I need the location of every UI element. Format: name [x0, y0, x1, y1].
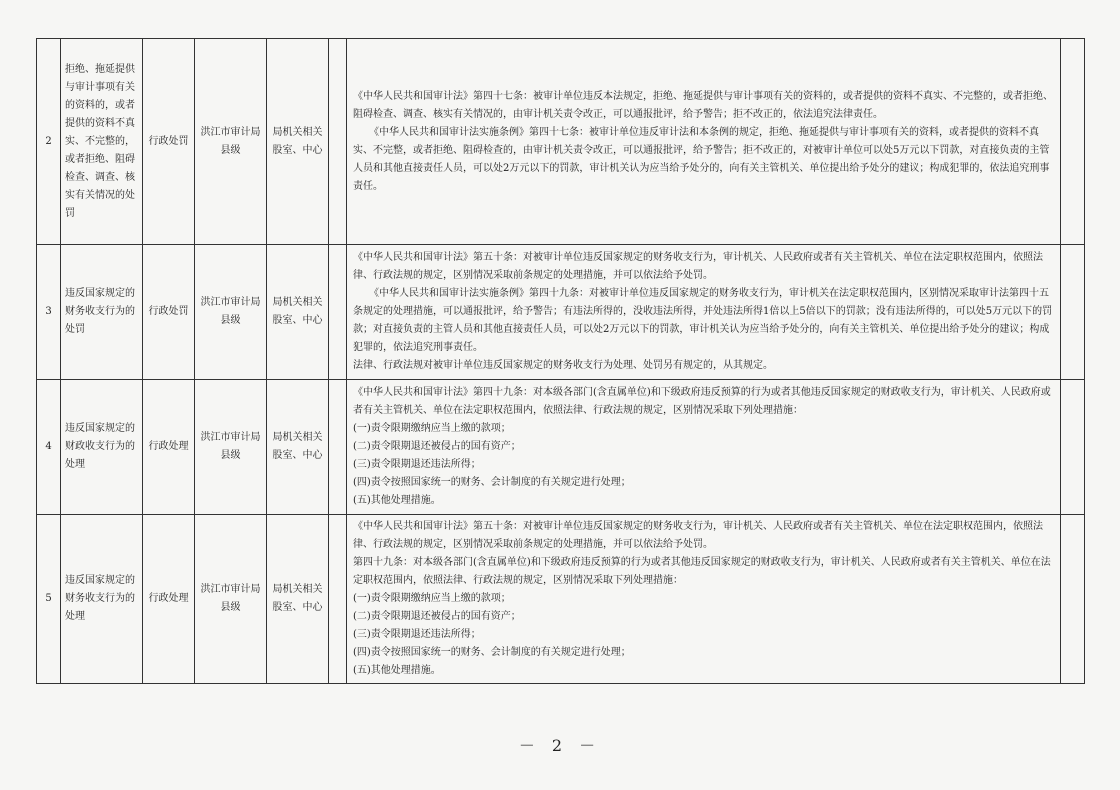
- table-row: [37, 515, 1085, 684]
- table-row: [37, 380, 1085, 515]
- basis-paragraph: (三)责令限期退还违法所得；: [353, 629, 481, 640]
- basis-paragraph: (一)责令限期缴纳应当上缴的款项；: [353, 423, 511, 434]
- basis-paragraph: (二)责令限期退还被侵占的国有资产；: [353, 611, 521, 622]
- basis-paragraph: 第四十九条：对本级各部门(含直属单位)和下级政府违反预算的行为或者其他违反国家规定的财政收支行为，审计机关、人民政府或者有关主管机关、单位在法定职权范围内，依照法律、行政法规的规定，区别情况采取下列处理措施：: [353, 557, 1051, 586]
- blank-cell: [1061, 39, 1085, 245]
- blank-cell: [1061, 245, 1085, 380]
- basis-paragraph: 法律、行政法规对被审计单位违反国家规定的财务收支行为处理、处罚另有规定的，从其规定。: [353, 360, 773, 371]
- basis-paragraph: 《中华人民共和国审计法》第五十条：对被审计单位违反国家规定的财务收支行为，审计机关、人民政府或者有关主管机关、单位在法定职权范围内，依照法律、行政法规的规定，区别情况采取前条规定的处理措施，并可以依法给予处罚。: [353, 252, 1043, 281]
- basis-paragraph: (四)责令按照国家统一的财务、会计制度的有关规定进行处理；: [353, 647, 631, 658]
- item-dept: 局机关相关股室、中心: [267, 245, 329, 380]
- table-row: [37, 245, 1085, 380]
- row-number: 5: [37, 515, 61, 684]
- basis-paragraph: 《中华人民共和国审计法实施条例》第四十九条：对被审计单位违反国家规定的财务收支行为，审计机关在法定职权范围内，区别情况采取审计法第四十五条规定的处理措施，可以通报批评，给予警告；有违法所得的，没收违法所得，并处违法所得1倍以上5倍以下的罚款；没有违法所得的，可以处5万元以下的罚款；对直接负责的主管人员和其他直接责任人员，可以处2万元以下的罚款，审计机关认为应当给予处分的，向有关主管机关、单位提出给予处分的建议；构成犯罪的，依法追究刑事责任。: [353, 288, 1053, 353]
- blank-cell: [1061, 380, 1085, 515]
- power-list-table: [36, 38, 1085, 684]
- item-dept: 局机关相关股室、中心: [267, 39, 329, 245]
- item-name: 违反国家规定的财务收支行为的处理: [61, 515, 143, 684]
- item-type: 行政处理: [143, 380, 195, 515]
- basis-paragraph: (四)责令按照国家统一的财务、会计制度的有关规定进行处理；: [353, 477, 631, 488]
- item-type: 行政处罚: [143, 245, 195, 380]
- basis-paragraph: 《中华人民共和国审计法》第五十条：对被审计单位违反国家规定的财务收支行为，审计机关、人民政府或者有关主管机关、单位在法定职权范围内，依照法律、行政法规的规定，区别情况采取前条规定的处理措施，并可以依法给予处罚。: [353, 521, 1043, 550]
- basis-paragraph: 《中华人民共和国审计法实施条例》第四十七条：被审计单位违反审计法和本条例的规定，拒绝、拖延提供与审计事项有关的资料，或者提供的资料不真实、不完整，或者拒绝、阻碍检查的，由审计机关责令改正，可以通报批评，给予警告；拒不改正的，对被审计单位可以处5万元以下罚款，对直接负责的主管人员和其他直接责任人员，可以处2万元以下的罚款，审计机关认为应当给予处分的，向有关主管机关、单位提出给予处分的建议；构成犯罪的，依法追究刑事责任。: [353, 126, 1050, 192]
- item-name: 拒绝、拖延提供与审计事项有关的资料的，或者提供的资料不真实、不完整的，或者拒绝、阻碍检查、调查、核实有关情况的处罚: [61, 39, 143, 245]
- item-name: 违反国家规定的财务收支行为的处罚: [61, 245, 143, 380]
- basis-paragraph: 《中华人民共和国审计法》第四十九条：对本级各部门(含直属单位)和下级政府违反预算的行为或者其他违反国家规定的财政收支行为，审计机关、人民政府或者有关主管机关、单位在法定职权范围内，依照法律、行政法规的规定，区别情况采取下列处理措施：: [353, 387, 1051, 416]
- item-type: 行政处罚: [143, 39, 195, 245]
- legal-basis: [347, 39, 1061, 245]
- basis-paragraph: (三)责令限期退还违法所得；: [353, 459, 481, 470]
- blank-cell: [1061, 515, 1085, 684]
- basis-paragraph: (五)其他处理措施。: [353, 495, 441, 506]
- legal-basis: [347, 245, 1061, 380]
- row-number: 3: [37, 245, 61, 380]
- row-number: 2: [37, 39, 61, 245]
- item-level: 洪江市审计局县级: [195, 515, 267, 684]
- blank-cell: [329, 245, 347, 380]
- item-dept: 局机关相关股室、中心: [267, 515, 329, 684]
- table-row: [37, 39, 1085, 245]
- blank-cell: [329, 39, 347, 245]
- basis-paragraph: (五)其他处理措施。: [353, 665, 441, 676]
- basis-paragraph: 《中华人民共和国审计法》第四十七条：被审计单位违反本法规定，拒绝、拖延提供与审计事项有关的资料的，或者提供的资料不真实、不完整的，或者拒绝、阻碍检查、调查、核实有关情况的，由审计机关责令改正，可以通报批评，给予警告；拒不改正的，依法追究法律责任。: [353, 90, 1053, 120]
- blank-cell: [329, 380, 347, 515]
- item-level: 洪江市审计局县级: [195, 245, 267, 380]
- basis-paragraph: (二)责令限期退还被侵占的国有资产；: [353, 441, 521, 452]
- row-number: 4: [37, 380, 61, 515]
- basis-paragraph: (一)责令限期缴纳应当上缴的款项；: [353, 593, 511, 604]
- item-type: 行政处理: [143, 515, 195, 684]
- item-dept: 局机关相关股室、中心: [267, 380, 329, 515]
- page-number: － 2 －: [518, 736, 602, 755]
- blank-cell: [329, 515, 347, 684]
- item-level: 洪江市审计局县级: [195, 380, 267, 515]
- item-name: 违反国家规定的财政收支行为的处理: [61, 380, 143, 515]
- item-level: 洪江市审计局县级: [195, 39, 267, 245]
- legal-basis: [347, 515, 1061, 684]
- legal-basis: [347, 380, 1061, 515]
